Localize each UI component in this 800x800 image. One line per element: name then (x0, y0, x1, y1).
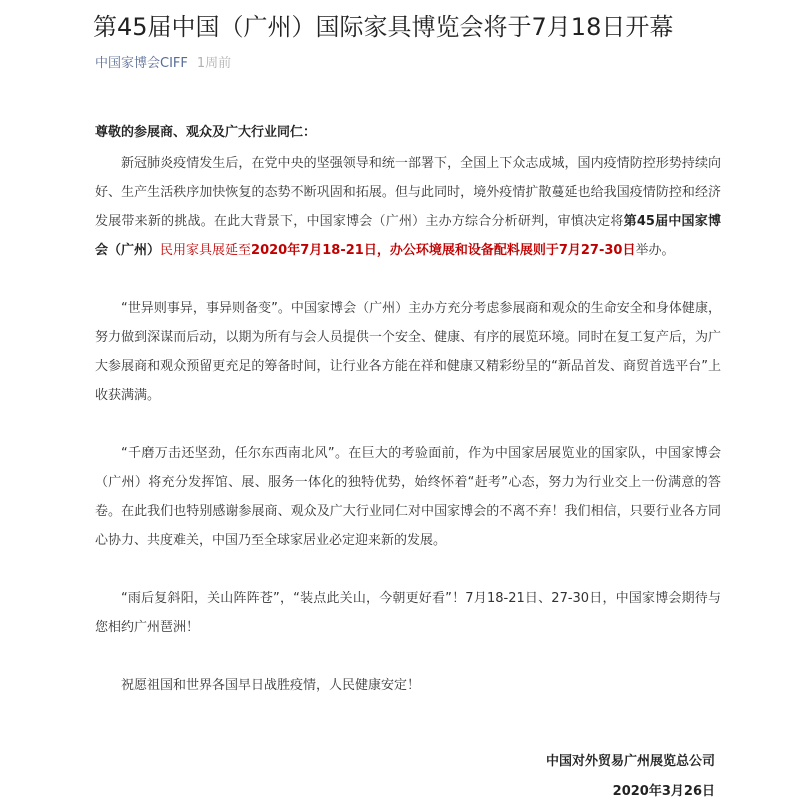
paragraph-1-end: 举办。 (635, 243, 675, 258)
paragraph-3: “千磨万击还坚劲，任尔东西南北风”。在巨大的考验面前，作为中国家居展览业的国家队，中国家博会（广州）将充分发挥馆、展、服务一体化的独特优势，始终怀着“赶考”心态，努力为行业交上一份满意的答卷。在此我们也特别感谢参展商、观众及广大行业同仁对中国家博会的不离不弃！我们相信，只要行业各方同心协力、共度难关，中国乃至全球家居业必定迎来新的发展。 (95, 446, 721, 548)
article-meta (95, 55, 231, 73)
paragraph-1-text: 新冠肺炎疫情发生后，在党中央的坚强领导和统一部署下，全国上下众志成城，国内疫情防控形势持续向好、生产生活秩序加快恢复的态势不断巩固和拓展。但与此同时，境外疫情扩散蔓延也给我国疫情防控和经济发展带来新的挑战。在此大背景下，中国家博会（广州）主办方综合分析研判，审慎决定将 (95, 156, 721, 229)
article-title: 第45届中国（广州）国际家具博览会将于7月18日开幕 (93, 13, 674, 41)
signature-date: 2020年3月26日 (612, 784, 715, 799)
paragraph-2: “世异则事异，事异则备变”。中国家博会（广州）主办方充分考虑参展商和观众的生命安全和身体健康，努力做到深谋而后动，以期为所有与会人员提供一个安全、健康、有序的展览环境。同时在复工复产后，为广大参展商和观众预留更充足的筹备时间，让行业各方能在祥和健康又精彩纷呈的“新品首发、商贸首选平台”上收获满满。 (95, 301, 721, 403)
highlight-dates: 2020年7月18-21日，办公环境展和设备配料展则于7月27-30日 (251, 243, 636, 258)
signature-block (546, 747, 715, 800)
paragraph-4: “雨后复斜阳，关山阵阵苍”，“装点此关山，今朝更好看”！7月18-21日、27-30日，中国家博会期待与您相约广州琶洲！ (95, 591, 721, 635)
article-body (95, 118, 721, 700)
post-time: 1周前 (196, 56, 232, 71)
highlight-furniture-show: 民用家具展延至 (160, 243, 252, 258)
greeting: 尊敬的参展商、观众及广大行业同仁： (95, 125, 317, 140)
account-name-link[interactable]: 中国家博会CIFF (95, 56, 188, 71)
paragraph-1 (95, 149, 721, 265)
exhibition-name: 第45届中国家博会（广州） (95, 214, 721, 258)
paragraph-5: 祝愿祖国和世界各国早日战胜疫情，人民健康安定！ (121, 678, 421, 693)
signature-organization: 中国对外贸易广州展览总公司 (545, 754, 715, 769)
